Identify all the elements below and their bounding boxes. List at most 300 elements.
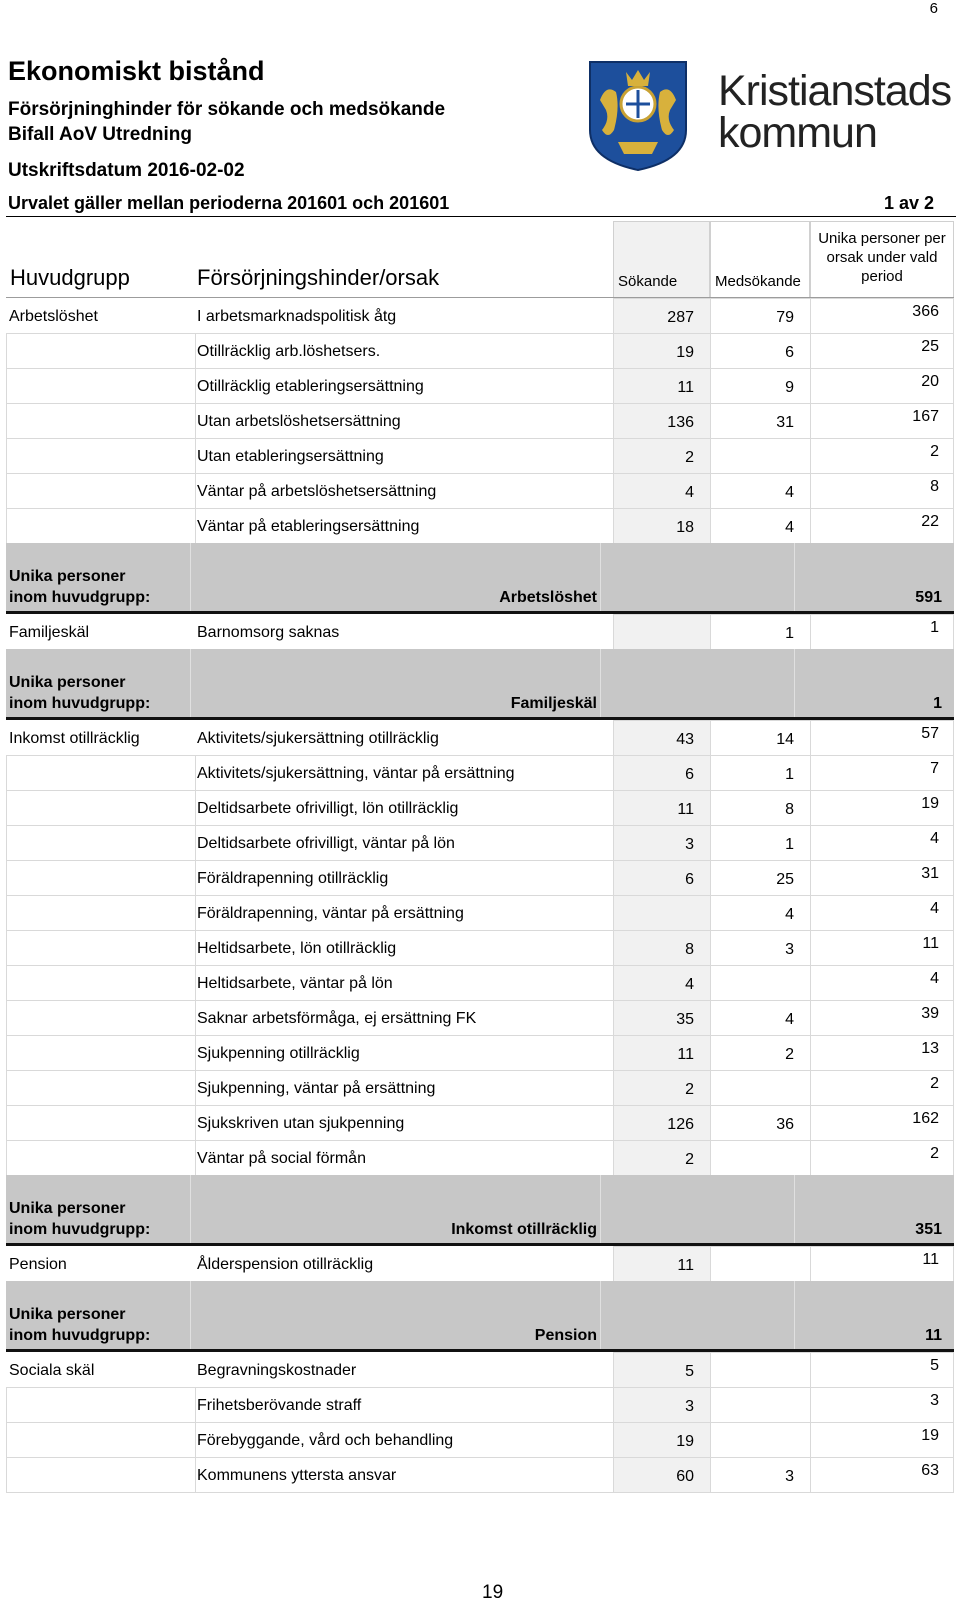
coapplicant-cell — [710, 508, 810, 543]
table-row — [6, 614, 954, 649]
cause-cell-border — [196, 860, 613, 861]
table-row — [6, 755, 954, 790]
summary-label-line2: inom huvudgrupp: — [9, 695, 151, 712]
group-cell-empty — [6, 1000, 196, 1035]
unique-count: 2 — [930, 443, 939, 460]
summary-divider — [794, 649, 795, 717]
unique-count: 2 — [930, 1145, 939, 1162]
coapplicant-count: 36 — [776, 1116, 794, 1133]
coat-of-arms-icon — [588, 60, 688, 172]
coapplicant-cell — [710, 368, 810, 403]
applicant-count: 11 — [677, 1257, 694, 1274]
coapplicant-cell — [710, 825, 810, 860]
applicant-cell — [613, 1105, 710, 1140]
applicant-count: 126 — [667, 1116, 694, 1133]
top-page-number: 6 — [929, 0, 938, 17]
coapplicant-cell — [710, 965, 810, 1000]
group-cell-border — [6, 508, 196, 509]
logo-text-line1: Kristianstads — [718, 67, 952, 115]
applicant-cell — [613, 790, 710, 825]
summary-group-name: Arbetslöshet — [499, 589, 597, 606]
cause-cell — [6, 368, 613, 403]
cause-cell-border — [196, 508, 613, 509]
summary-label-line2: inom huvudgrupp: — [9, 1221, 151, 1238]
group-summary — [6, 1281, 954, 1352]
summary-label-line1: Unika personer — [9, 674, 126, 691]
group-cell-empty — [6, 1457, 196, 1492]
cause-cell-border — [196, 1105, 613, 1106]
unique-cell — [810, 1105, 954, 1140]
group-cell-border — [6, 403, 196, 404]
applicant-count: 2 — [685, 449, 694, 466]
unique-cell — [810, 508, 954, 543]
group-cell-border — [6, 965, 196, 966]
cause-cell — [6, 1457, 613, 1492]
coapplicant-count: 1 — [785, 766, 794, 783]
cause-cell — [6, 473, 613, 508]
group-cell-border — [6, 333, 196, 334]
cause-label: Väntar på etableringsersättning — [197, 518, 420, 535]
table-row — [6, 965, 954, 1000]
group-cell-border — [6, 368, 196, 369]
applicant-count: 6 — [685, 766, 694, 783]
group-cell-border — [6, 1070, 196, 1071]
table-row — [6, 825, 954, 860]
selection-range: Urvalet gäller mellan perioderna 201601 och 201601 — [8, 193, 450, 213]
cause-cell — [6, 720, 613, 755]
subtitle-secondary: Bifall AoV Utredning — [8, 124, 193, 145]
cause-label: Deltidsarbete ofrivilligt, lön otillräcklig — [197, 800, 459, 817]
applicant-cell — [613, 895, 710, 930]
group-cell-empty — [6, 965, 196, 1000]
group-summary — [6, 649, 954, 720]
coapplicant-cell — [710, 755, 810, 790]
group-cell-empty — [6, 403, 196, 438]
unique-count: 1 — [930, 619, 939, 636]
summary-label-line2: inom huvudgrupp: — [9, 589, 151, 606]
cause-cell — [6, 438, 613, 473]
unique-cell — [810, 1035, 954, 1070]
cause-cell-border — [196, 755, 613, 756]
cause-label: Väntar på social förmån — [197, 1150, 366, 1167]
unique-count: 4 — [930, 900, 939, 917]
table-bottom-border — [6, 1492, 954, 1493]
coapplicant-count: 1 — [785, 625, 794, 642]
unique-cell — [810, 720, 954, 755]
cause-cell — [6, 930, 613, 965]
applicant-count: 19 — [676, 1433, 694, 1450]
header-applicant: Sökande — [618, 273, 678, 290]
coapplicant-cell — [710, 1105, 810, 1140]
group-name: Pension — [9, 1256, 67, 1273]
summary-group-name: Pension — [534, 1327, 597, 1344]
unique-cell — [810, 1387, 954, 1422]
applicant-cell — [613, 825, 710, 860]
cause-cell — [6, 1387, 613, 1422]
coapplicant-count: 4 — [785, 906, 794, 923]
cause-label: Begravningskostnader — [197, 1362, 357, 1379]
cause-label: Utan arbetslöshetsersättning — [197, 413, 401, 430]
coapplicant-count: 4 — [785, 484, 794, 501]
applicant-count: 11 — [677, 379, 694, 396]
group-name: Arbetslöshet — [9, 308, 98, 325]
group-cell-border — [6, 930, 196, 931]
unique-cell — [810, 1352, 954, 1387]
summary-group-name: Familjeskäl — [510, 695, 597, 712]
unique-count: 8 — [930, 478, 939, 495]
cause-cell-border — [196, 438, 613, 439]
coapplicant-cell — [710, 1457, 810, 1492]
unique-cell — [810, 1000, 954, 1035]
group-cell-empty — [6, 1070, 196, 1105]
group-cell-empty — [6, 1035, 196, 1070]
group-cell-border — [6, 1035, 196, 1036]
coapplicant-cell — [710, 333, 810, 368]
applicant-cell — [613, 1422, 710, 1457]
table-row — [6, 1140, 954, 1175]
unique-cell — [810, 860, 954, 895]
summary-label-line2: inom huvudgrupp: — [9, 1327, 151, 1344]
cause-cell — [6, 403, 613, 438]
coapplicant-cell — [710, 1000, 810, 1035]
cause-cell-border — [196, 1035, 613, 1036]
unique-cell — [810, 298, 954, 333]
coapplicant-count: 79 — [776, 309, 794, 326]
group-cell-empty — [6, 368, 196, 403]
group-cell-border — [6, 1387, 196, 1388]
cause-cell — [6, 1035, 613, 1070]
group-cell-empty — [6, 1140, 196, 1175]
applicant-count: 2 — [685, 1151, 694, 1168]
unique-count: 366 — [912, 303, 939, 320]
cause-cell — [6, 965, 613, 1000]
applicant-cell — [613, 473, 710, 508]
cause-label: Sjukskriven utan sjukpenning — [197, 1115, 405, 1132]
summary-divider — [794, 1175, 795, 1243]
cause-label: Aktivitets/sjukersättning otillräcklig — [197, 730, 439, 747]
unique-cell — [810, 965, 954, 1000]
summary-divider — [190, 649, 191, 717]
applicant-count: 35 — [676, 1011, 694, 1028]
summary-divider — [600, 649, 601, 717]
group-cell-border — [6, 860, 196, 861]
table-row — [6, 720, 954, 755]
coapplicant-count: 1 — [785, 836, 794, 853]
cause-cell-border — [196, 1000, 613, 1001]
coapplicant-cell — [710, 790, 810, 825]
group-summary — [6, 543, 954, 614]
coapplicant-count: 3 — [785, 1468, 794, 1485]
applicant-cell — [613, 1246, 710, 1281]
group-cell-border — [6, 473, 196, 474]
cause-label: Sjukpenning otillräcklig — [197, 1045, 360, 1062]
header-cause: Försörjningshinder/orsak — [197, 265, 440, 290]
summary-divider — [190, 1281, 191, 1349]
table-row — [6, 1387, 954, 1422]
applicant-cell — [613, 1457, 710, 1492]
header-coapplicant-col — [710, 221, 810, 298]
group-cell-empty — [6, 508, 196, 543]
unique-cell — [810, 930, 954, 965]
group-cell-border — [6, 1105, 196, 1106]
group-cell-empty — [6, 825, 196, 860]
subtitle-primary: Försörjninghinder för sökande och medsökande — [8, 99, 446, 120]
cause-cell-border — [196, 368, 613, 369]
cause-cell — [6, 790, 613, 825]
cause-label: Heltidsarbete, lön otillräcklig — [197, 940, 397, 957]
coapplicant-cell — [710, 1246, 810, 1281]
applicant-cell — [613, 614, 710, 649]
cause-cell-border — [196, 1070, 613, 1071]
summary-divider — [794, 543, 795, 611]
table-row — [6, 403, 954, 438]
coapplicant-cell — [710, 298, 810, 333]
cause-cell — [6, 1246, 613, 1281]
table-row — [6, 930, 954, 965]
unique-count: 63 — [921, 1462, 939, 1479]
cause-label: Saknar arbetsförmåga, ej ersättning FK — [197, 1010, 477, 1027]
summary-label-line1: Unika personer — [9, 568, 126, 585]
applicant-cell — [613, 860, 710, 895]
cause-label: Barnomsorg saknas — [197, 624, 340, 641]
cause-cell — [6, 1352, 613, 1387]
coapplicant-cell — [710, 1140, 810, 1175]
group-cell-empty — [6, 790, 196, 825]
group-cell-empty — [6, 333, 196, 368]
table-row — [6, 860, 954, 895]
unique-cell — [810, 438, 954, 473]
cause-label: Heltidsarbete, väntar på lön — [197, 975, 393, 992]
group-cell-empty — [6, 1387, 196, 1422]
cause-label: Sjukpenning, väntar på ersättning — [197, 1080, 436, 1097]
unique-count: 19 — [921, 795, 939, 812]
cause-label: Aktivitets/sjukersättning, väntar på ersättning — [197, 765, 515, 782]
coapplicant-count: 8 — [785, 801, 794, 818]
table-row — [6, 1352, 954, 1387]
table-row — [6, 1035, 954, 1070]
cause-cell-border — [196, 825, 613, 826]
group-name: Inkomst otillräcklig — [9, 730, 140, 747]
cause-label: Otillräcklig etableringsersättning — [197, 378, 424, 395]
unique-count: 4 — [930, 830, 939, 847]
cause-label: Föräldrapenning otillräcklig — [197, 870, 389, 887]
applicant-cell — [613, 298, 710, 333]
summary-divider — [600, 1281, 601, 1349]
unique-cell — [810, 403, 954, 438]
applicant-count: 287 — [667, 309, 694, 326]
table-row — [6, 298, 954, 333]
cause-cell — [6, 508, 613, 543]
coapplicant-cell — [710, 1387, 810, 1422]
cause-label: Deltidsarbete ofrivilligt, väntar på lön — [197, 835, 455, 852]
applicant-cell — [613, 965, 710, 1000]
group-cell-empty — [6, 473, 196, 508]
unique-count: 19 — [921, 1427, 939, 1444]
cause-cell — [6, 1000, 613, 1035]
group-cell-empty — [6, 860, 196, 895]
unique-count: 13 — [921, 1040, 939, 1057]
unique-cell — [810, 368, 954, 403]
applicant-cell — [613, 333, 710, 368]
cause-cell-border — [196, 965, 613, 966]
cause-cell — [6, 1422, 613, 1457]
unique-count: 11 — [922, 1251, 939, 1268]
header-unique: Unika personer per orsak under vald period — [818, 230, 946, 285]
cause-cell — [6, 1070, 613, 1105]
group-cell-border — [6, 895, 196, 896]
unique-cell — [810, 825, 954, 860]
table-row — [6, 438, 954, 473]
applicant-count: 43 — [676, 731, 694, 748]
coapplicant-cell — [710, 860, 810, 895]
cause-label: Otillräcklig arb.löshetsers. — [197, 343, 381, 360]
cause-cell — [6, 1140, 613, 1175]
summary-group-name: Inkomst otillräcklig — [451, 1221, 597, 1238]
cause-cell — [6, 860, 613, 895]
table-row — [6, 1000, 954, 1035]
applicant-count: 11 — [677, 1046, 694, 1063]
unique-count: 31 — [921, 865, 939, 882]
coapplicant-cell — [710, 1422, 810, 1457]
coapplicant-count: 2 — [785, 1046, 794, 1063]
unique-count: 3 — [930, 1392, 939, 1409]
cause-cell-border — [196, 333, 613, 334]
logo-text-line2: kommun — [718, 109, 877, 157]
coapplicant-count: 6 — [785, 344, 794, 361]
header-coapplicant: Medsökande — [715, 273, 801, 290]
unique-cell — [810, 1246, 954, 1281]
table-row — [6, 368, 954, 403]
print-date: Utskriftsdatum 2016-02-02 — [8, 160, 245, 181]
table-row — [6, 1246, 954, 1281]
applicant-count: 3 — [685, 1398, 694, 1415]
coapplicant-cell — [710, 614, 810, 649]
cause-cell — [6, 825, 613, 860]
unique-count: 22 — [921, 513, 939, 530]
cause-cell — [6, 895, 613, 930]
header-unique-col — [810, 221, 954, 298]
group-summary — [6, 1175, 954, 1246]
coapplicant-cell — [710, 1352, 810, 1387]
coapplicant-cell — [710, 720, 810, 755]
coapplicant-count: 4 — [785, 519, 794, 536]
header-group: Huvudgrupp — [10, 265, 130, 290]
group-cell-empty — [6, 930, 196, 965]
coapplicant-count: 4 — [785, 1011, 794, 1028]
group-cell-border — [6, 825, 196, 826]
applicant-cell — [613, 1352, 710, 1387]
table-row — [6, 333, 954, 368]
unique-count: 167 — [912, 408, 939, 425]
cause-cell — [6, 614, 613, 649]
coapplicant-count: 3 — [785, 941, 794, 958]
unique-cell — [810, 1422, 954, 1457]
unique-cell — [810, 473, 954, 508]
applicant-count: 3 — [685, 836, 694, 853]
applicant-count: 2 — [685, 1081, 694, 1098]
group-name: Familjeskäl — [9, 624, 90, 641]
coapplicant-cell — [710, 438, 810, 473]
applicant-cell — [613, 930, 710, 965]
unique-count: 11 — [922, 935, 939, 952]
cause-cell-border — [196, 1387, 613, 1388]
group-cell-border — [6, 1457, 196, 1458]
group-cell-border — [6, 1000, 196, 1001]
coapplicant-count: 14 — [776, 731, 794, 748]
cause-label: Kommunens yttersta ansvar — [197, 1467, 397, 1484]
coapplicant-cell — [710, 1070, 810, 1105]
applicant-count: 19 — [676, 344, 694, 361]
table-row — [6, 1457, 954, 1492]
group-cell-border — [6, 755, 196, 756]
unique-cell — [810, 790, 954, 825]
summary-group-total: 591 — [915, 589, 942, 606]
unique-count: 7 — [930, 760, 939, 777]
applicant-cell — [613, 508, 710, 543]
unique-cell — [810, 1140, 954, 1175]
unique-cell — [810, 755, 954, 790]
cause-cell — [6, 755, 613, 790]
unique-cell — [810, 1457, 954, 1492]
cause-label: Föräldrapenning, väntar på ersättning — [197, 905, 464, 922]
group-cell-empty — [6, 755, 196, 790]
applicant-cell — [613, 438, 710, 473]
coapplicant-cell — [710, 895, 810, 930]
group-cell-border — [6, 790, 196, 791]
applicant-count: 11 — [677, 801, 694, 818]
kommun-logo — [600, 60, 960, 175]
cause-cell — [6, 298, 613, 333]
cause-label: I arbetsmarknadspolitisk åtg — [197, 308, 397, 325]
applicant-count: 18 — [676, 519, 694, 536]
applicant-cell — [613, 403, 710, 438]
summary-label-line1: Unika personer — [9, 1200, 126, 1217]
applicant-cell — [613, 1140, 710, 1175]
group-cell-empty — [6, 1105, 196, 1140]
coapplicant-cell — [710, 473, 810, 508]
cause-cell-border — [196, 895, 613, 896]
coapplicant-count: 9 — [785, 379, 794, 396]
unique-count: 162 — [912, 1110, 939, 1127]
cause-cell-border — [196, 930, 613, 931]
unique-count: 2 — [930, 1075, 939, 1092]
coapplicant-count: 25 — [776, 871, 794, 888]
applicant-cell — [613, 1035, 710, 1070]
cause-cell-border — [196, 1140, 613, 1141]
cause-cell — [6, 333, 613, 368]
applicant-count: 6 — [685, 871, 694, 888]
applicant-cell — [613, 368, 710, 403]
applicant-count: 8 — [685, 941, 694, 958]
summary-divider — [794, 1281, 795, 1349]
applicant-cell — [613, 1070, 710, 1105]
summary-group-total: 11 — [925, 1327, 942, 1344]
applicant-count: 60 — [676, 1468, 694, 1485]
applicant-cell — [613, 755, 710, 790]
header-divider — [6, 216, 956, 217]
summary-group-total: 1 — [933, 695, 942, 712]
coapplicant-cell — [710, 403, 810, 438]
summary-divider — [190, 543, 191, 611]
table-row — [6, 895, 954, 930]
cause-cell-border — [196, 1457, 613, 1458]
summary-divider — [190, 1175, 191, 1243]
summary-divider — [600, 543, 601, 611]
cause-cell-border — [196, 403, 613, 404]
table-row — [6, 1422, 954, 1457]
group-cell-empty — [6, 1422, 196, 1457]
group-cell-empty — [6, 438, 196, 473]
